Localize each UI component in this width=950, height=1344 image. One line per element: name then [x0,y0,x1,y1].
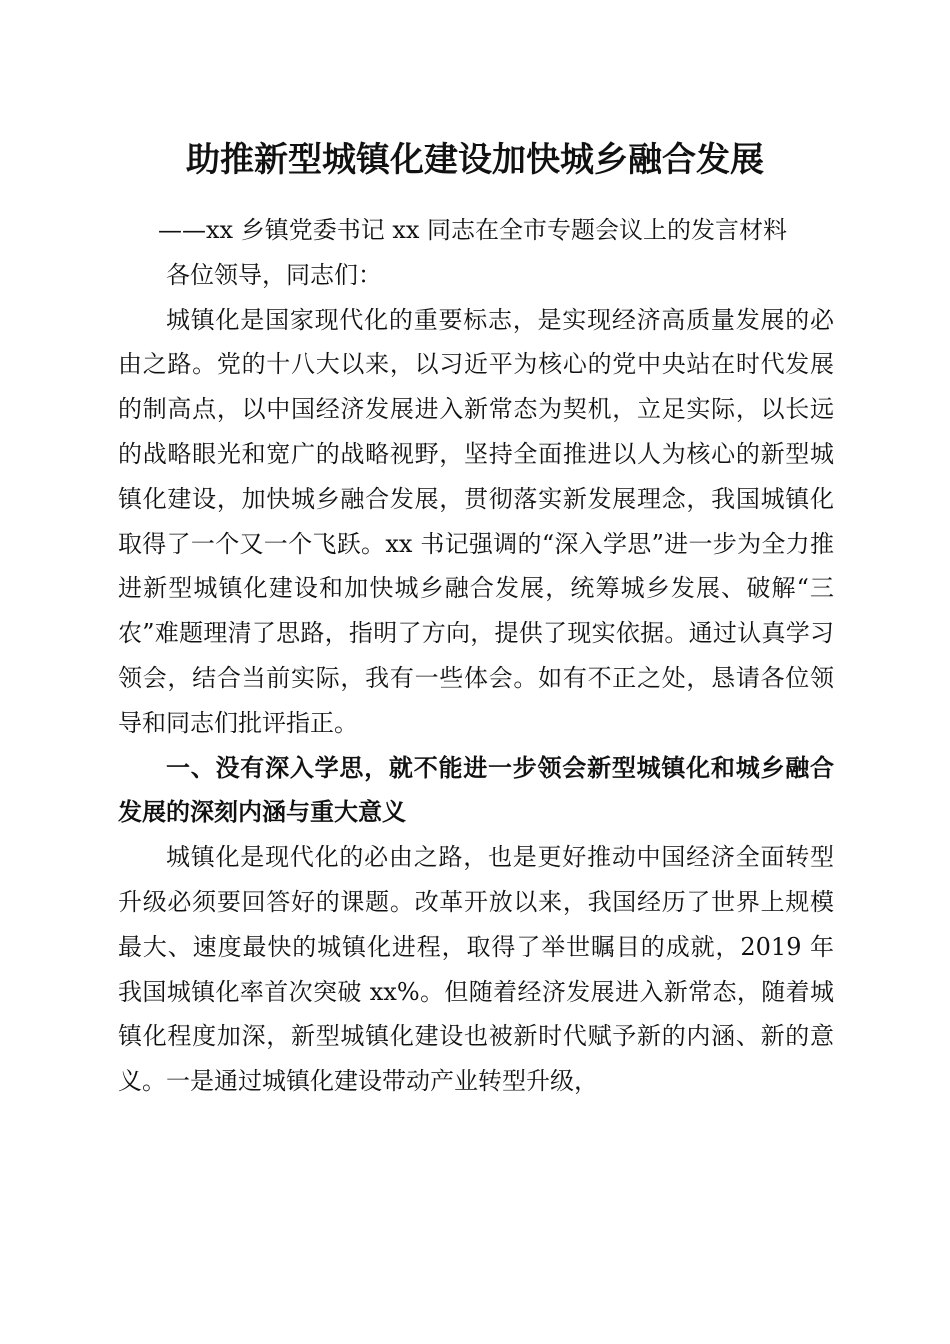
section-heading-1: 一、没有深入学思，就不能进一步领会新型城镇化和城乡融合发展的深刻内涵与重大意义 [118,753,834,827]
document-title: 助推新型城镇化建设加快城乡融合发展 [186,140,764,180]
document-subtitle: ——xx 乡镇党委书记 xx 同志在全市专题会议上的发言材料 [158,216,788,244]
document-body [118,208,834,1104]
section-paragraph-1: 城镇化是现代化的必由之路，也是更好推动中国经济全面转型升级必须要回答好的课题。改革开放以来，我国经历了世界上规模最大、速度最快的城镇化进程，取得了举世瞩目的成就，2019 年我国城镇化率首次突破 xx%。但随着经济发展进入新常态，随着城镇化程度加深，新型城镇化建设也被新时代赋予新的内涵、新的意义。一是通过城镇化建设带动产业转型升级， [118,843,834,1096]
intro-paragraph: 城镇化是国家现代化的重要标志，是实现经济高质量发展的必由之路。党的十八大以来，以习近平为核心的党中央站在时代发展的制高点，以中国经济发展进入新常态为契机，立足实际，以长远的战略眼光和宽广的战略视野，坚持全面推进以人为核心的新型城镇化建设，加快城乡融合发展，贯彻落实新发展理念，我国城镇化取得了一个又一个飞跃。xx 书记强调的“深入学思”进一步为全力推进新型城镇化建设和加快城乡融合发展，统筹城乡发展、破解“三农”难题理清了思路，指明了方向，提供了现实依据。通过认真学习领会，结合当前实际，我有一些体会。如有不正之处，恳请各位领导和同志们批评指正。 [118,305,834,737]
salutation: 各位领导，同志们： [166,260,382,289]
